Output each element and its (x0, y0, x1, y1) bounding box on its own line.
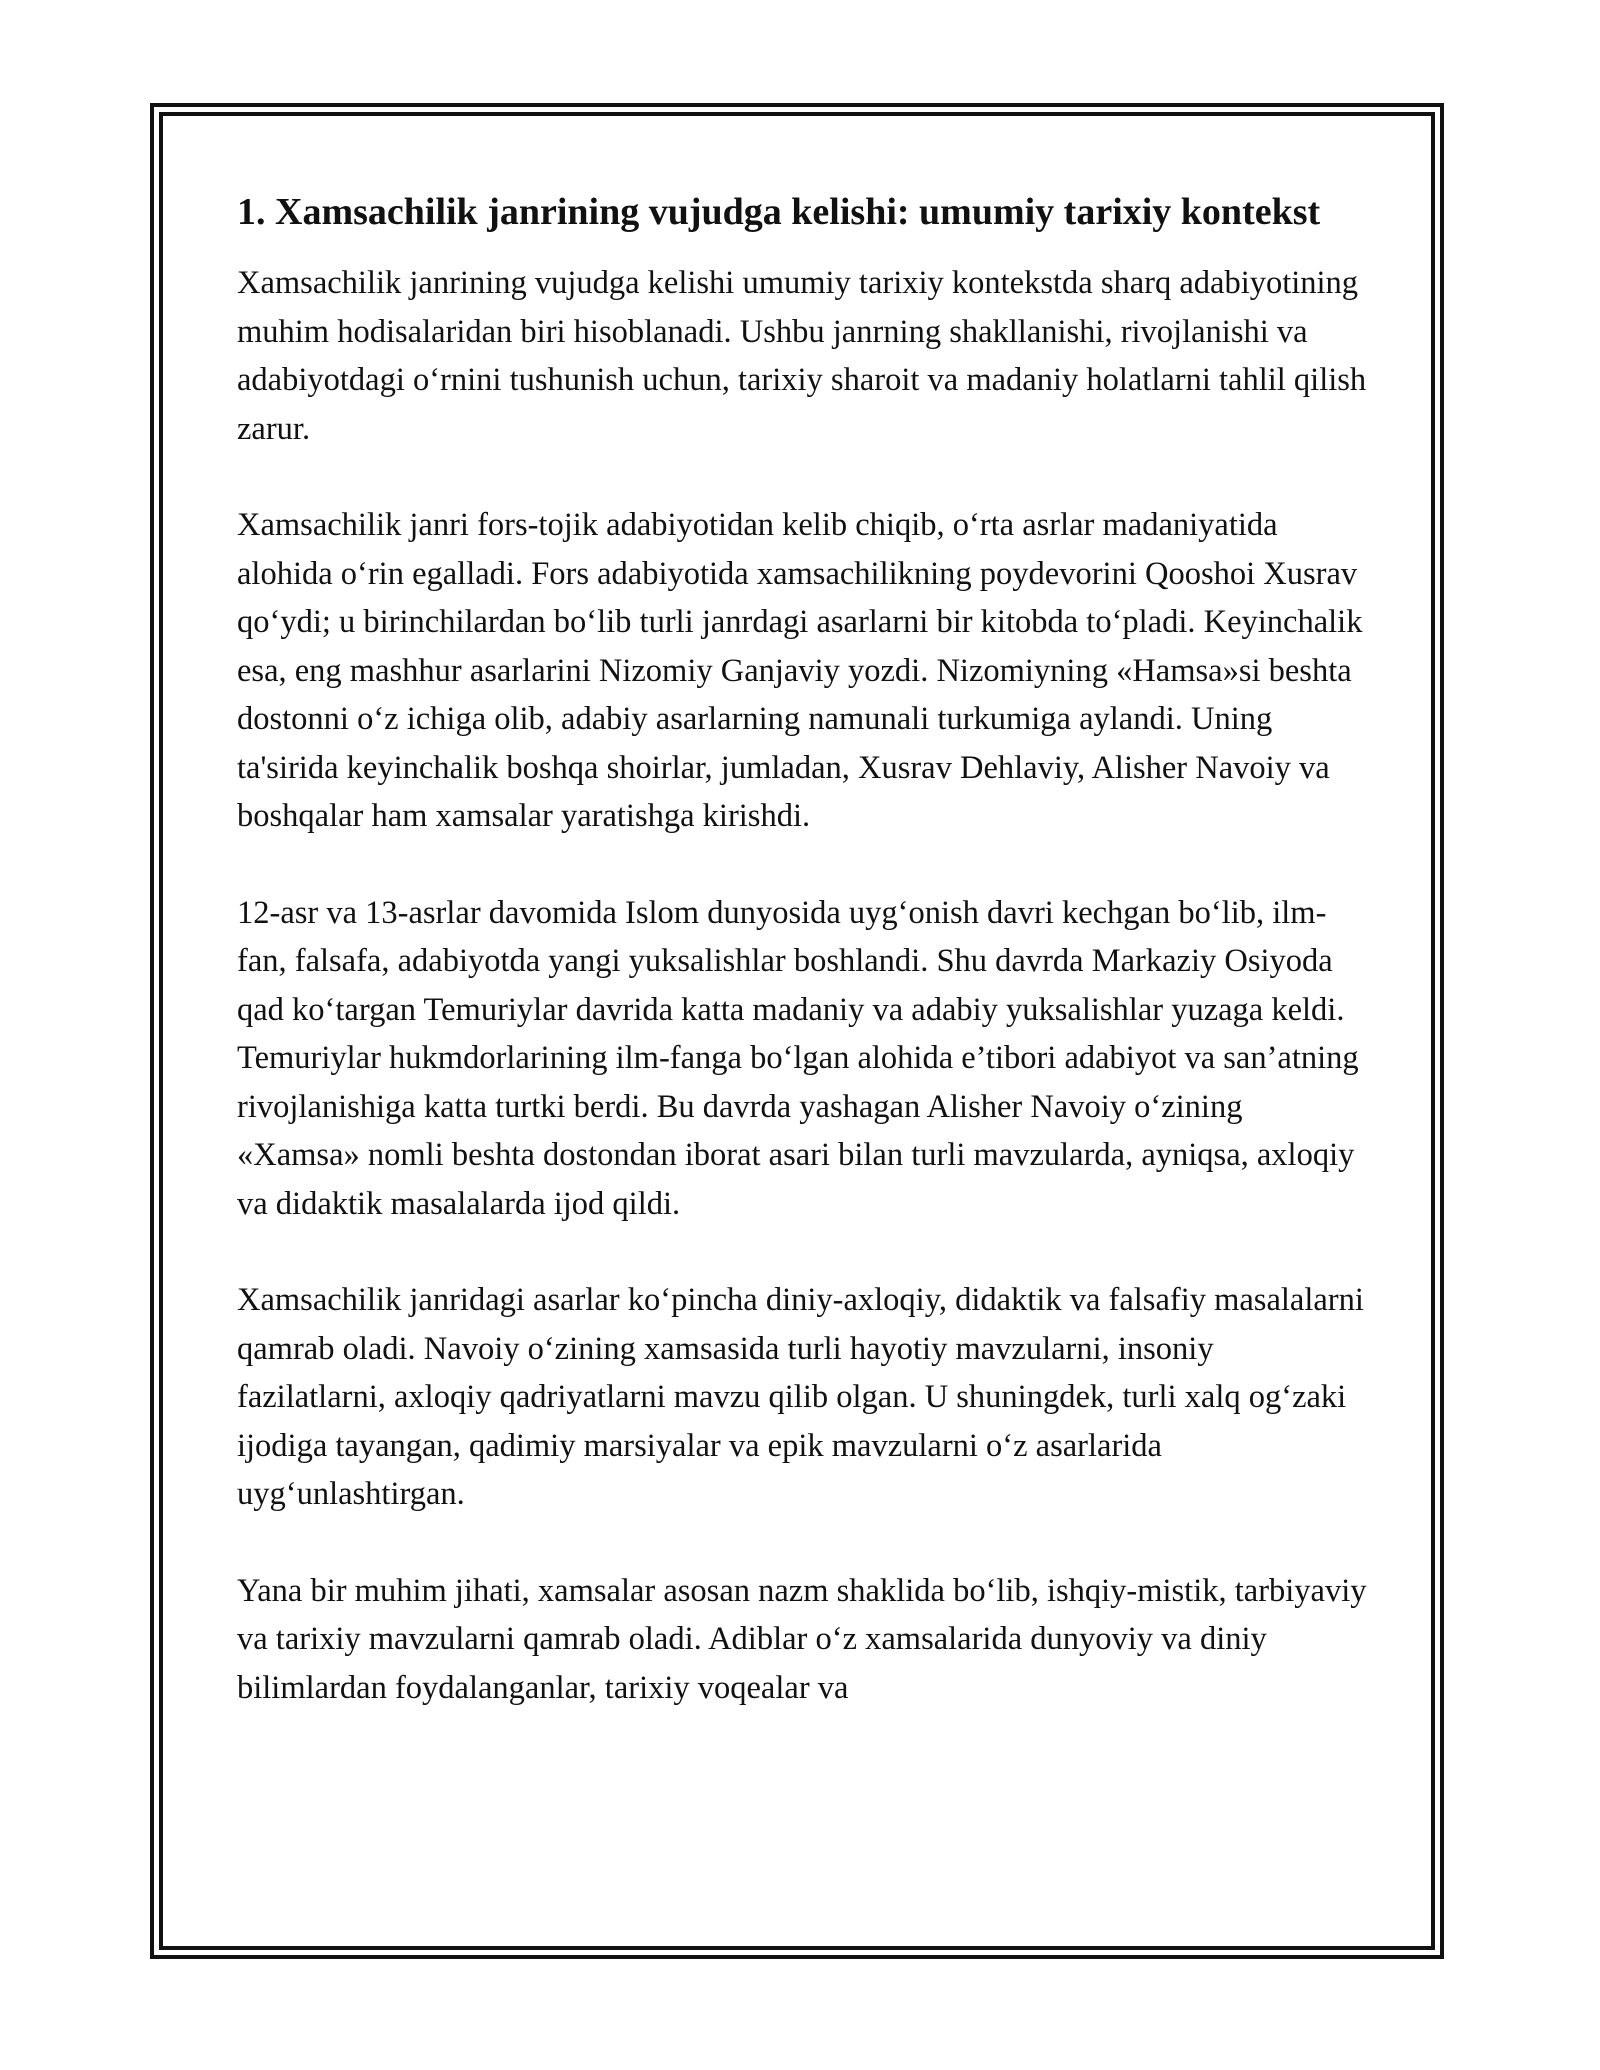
paragraph-2: Xamsachilik janri fors-tojik adabiyotidan kelib chiqib, o‘rta asrlar madaniyatida alohida o‘rin egalladi. Fors adabiyotida xamsachilikning poydevorini Qooshoi Xusrav qo‘ydi; u birinchilardan bo‘lib turli janrdagi asarlarni bir kitobda to‘pladi. Keyinchalik esa, eng mashhur asarlarini Nizomiy Ganjaviy yozdi. Nizomiyning «Hamsa»si beshta dostonni o‘z ichiga olib, adabiy asarlarning namunali turkumiga aylandi. Uning ta'sirida keyinchalik boshqa shoirlar, jumladan, Xusrav Dehlaviy, Alisher Navoiy va boshqalar ham xamsalar yaratishga kirishdi. (237, 507, 1363, 834)
paragraph-3: 12-asr va 13-asrlar davomida Islom dunyosida uyg‘onish davri kechgan bo‘lib, ilm-fan, falsafa, adabiyotda yangi yuksalishlar boshlandi. Shu davrda Markaziy Osiyoda qad ko‘targan Temuriylar davrida katta madaniy va adabiy yuksalishlar yuzaga keldi. Temuriylar hukmdorlarining ilm-fanga bo‘lgan alohida e’tibori adabiyot va san’atning rivojlanishiga katta turtki berdi. Bu davrda yashagan Alisher Navoiy o‘zining «Xamsa» nomli beshta dostondan iborat asari bilan turli mavzularda, ayniqsa, axloqiy va didaktik masalalarda ijod qildi. (237, 894, 1359, 1222)
paragraph-5: Yana bir muhim jihati, xamsalar asosan nazm shaklida bo‘lib, ishqiy-mistik, tarbiyaviy va tarixiy mavzularni qamrab oladi. Adiblar o‘z xamsalarida dunyoviy va diniy bilimlardan foydalanganlar, tarixiy voqealar va (237, 1572, 1367, 1706)
section-heading: 1. Xamsachilik janrining vujudga kelishi: umumiy tarixiy kontekst (237, 191, 1321, 233)
paragraph-4: Xamsachilik janridagi asarlar ko‘pincha diniy-axloqiy, didaktik va falsafiy masalalarni qamrab oladi. Navoiy o‘zining xamsasida turli hayotiy mavzularni, insoniy fazilatlarni, axloqiy qadriyatlarni mavzu qilib olgan. U shuningdek, turli xalq og‘zaki ijodiga tayangan, qadimiy marsiyalar va epik mavzularni o‘z asarlarida uyg‘unlashtirgan. (237, 1282, 1364, 1512)
document-body (237, 185, 1367, 1760)
paragraph-1: Xamsachilik janrining vujudga kelishi umumiy tarixiy kontekstda sharq adabiyotining muhim hodisalaridan biri hisoblanadi. Ushbu janrning shakllanishi, rivojlanishi va adabiyotdagi o‘rnini tushunish uchun, tarixiy sharoit va madaniy holatlarni tahlil qilish zarur. (237, 265, 1367, 447)
